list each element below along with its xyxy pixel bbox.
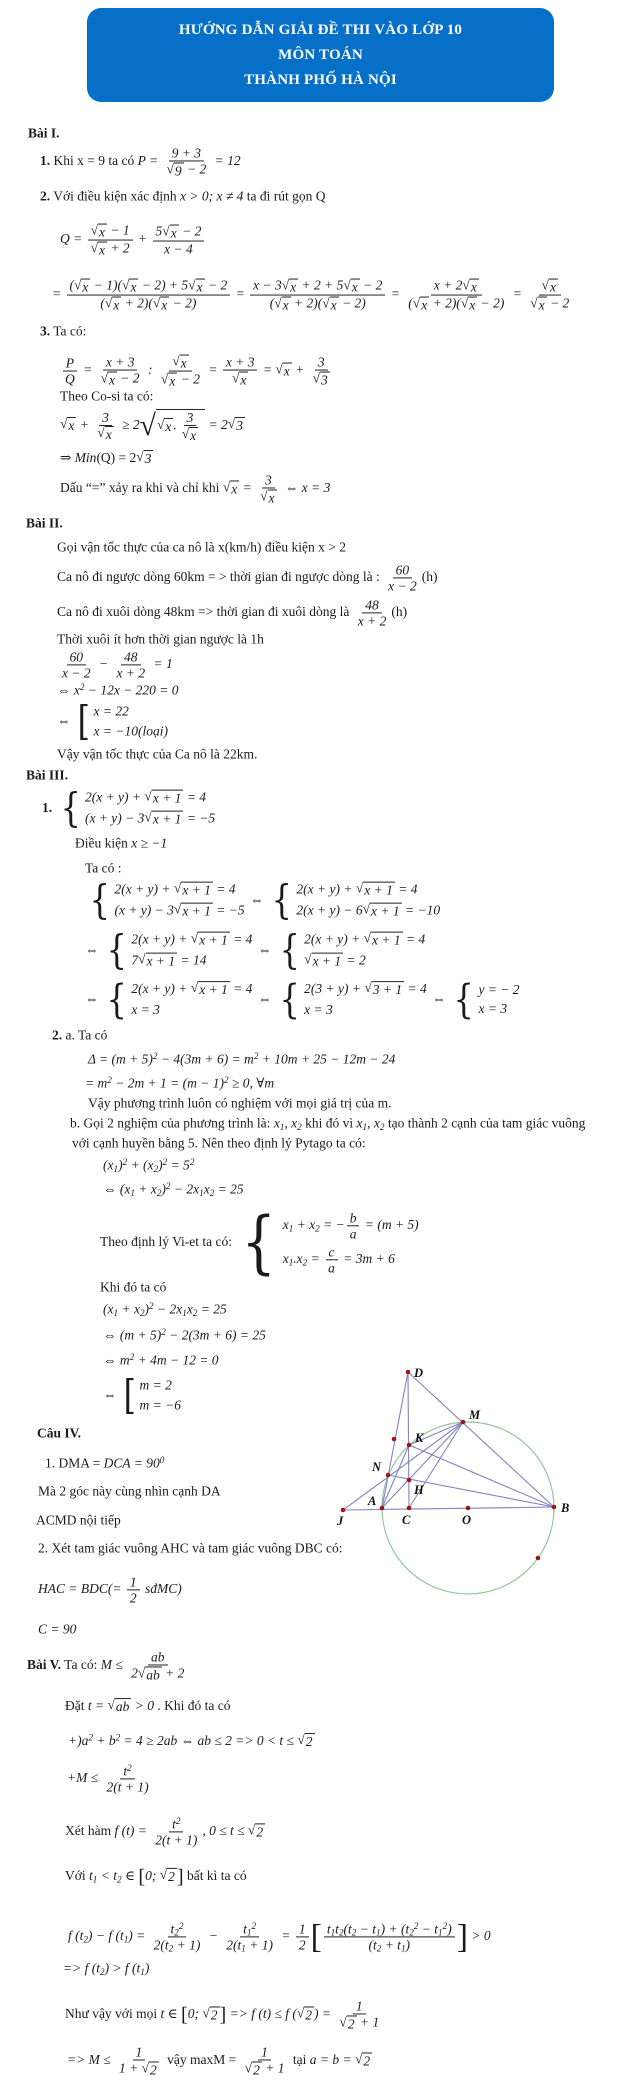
- sqrt-radical: √ x + 1: [173, 901, 211, 919]
- sqrt-radical: √ x: [462, 277, 477, 295]
- fraction: x − 3 √ x + 2 + 5 √ x − 2 ( √ x + 2)( √ x − 2): [250, 278, 385, 313]
- banner-line-1: HƯỚNG DẪN GIẢI ĐỀ THI VÀO LỚP 10: [178, 21, 463, 38]
- sqrt-radical: √ x + 1: [362, 901, 400, 919]
- sqrt-radical: √ 3: [227, 416, 243, 434]
- title-banner: [87, 8, 554, 102]
- doc-line: ⇔ $(x1 + x2)^2 - 2x1x2 = 25$: [103, 1180, 244, 1198]
- fraction: $\frac{60}{x - 2}$: [388, 562, 417, 594]
- segment-KB: [409, 1445, 554, 1507]
- system-brace: { 2(x + y) + √ x + 1 = 4 (x + y) − 3 √ x + 1 = −5: [60, 786, 216, 832]
- sqrt-radical: √ x + 1: [355, 880, 393, 898]
- fraction: ( √ x − 1)( √ x − 2) + 5 √ x − 2 ( √ x + 2)( √ x − 2): [67, 278, 231, 313]
- doc-line: Bài III.: [26, 767, 69, 783]
- sqrt-radical: √ x: [172, 353, 187, 371]
- system-brace: { 2(3 + y) + √ 3 + 1 = 4 x = 3: [279, 977, 427, 1023]
- sqrt-radical: √ x: [260, 488, 275, 506]
- fraction: ab 2 √ ab + 2: [131, 1649, 185, 1683]
- point-label-A: A: [368, 1494, 377, 1508]
- fraction: 1 √ 2 + 1: [339, 1998, 380, 2032]
- fraction: 5 √ x − 2 x − 4: [153, 223, 205, 256]
- sqrt-radical: √ x: [222, 479, 238, 497]
- doc-line: Câu IV.: [37, 1425, 82, 1441]
- point-label-O: O: [462, 1513, 472, 1527]
- doc-line: $\frac{P}{Q}$ = x + 3 √ x − 2 : √ x √ x − 2 = x + 3 √ x = √ x + 3 √ 3: [60, 354, 335, 389]
- sqrt-radical: √ x: [275, 361, 290, 379]
- segment-JM: [343, 1422, 463, 1510]
- segment-KA: [382, 1445, 409, 1508]
- doc-line: 1. DMA = DCA = $90^0$: [45, 1454, 165, 1471]
- doc-line: Vậy vận tốc thực của Ca nô là 22km.: [57, 746, 258, 762]
- doc-line: 2. Với điều kiện xác định x > 0; x ≠ 4 ta đi rút gọn Q: [40, 188, 326, 204]
- sqrt-radical: √ x: [74, 277, 89, 295]
- system-brace: { 2(x + y) + √ x + 1 = 4 2(x + y) − 6 √ x + 1 = −10: [271, 878, 441, 924]
- sqrt-radical: √ x: [90, 240, 106, 258]
- point-M: [461, 1420, 466, 1425]
- fraction: 1 √ 2 + 1: [244, 2044, 285, 2078]
- banner-line-3: THÀNH PHỐ HÀ NỘI: [244, 71, 397, 88]
- doc-line: ⇔ [ m = 2 m = −6: [103, 1373, 181, 1419]
- doc-line: Như vậy với mọi t ∈ [0; √ 2 ] => f (t) ≤ f ( √ 2 ) = 1 √ 2 + 1: [65, 1998, 384, 2031]
- sqrt-radical: √ x + 1: [190, 930, 228, 948]
- sqrt-radical: √ x: [60, 416, 75, 434]
- doc-line: $\frac{60}{x - 2}$ − $\frac{48}{x + 2}$ = 1: [57, 649, 173, 680]
- fraction: $\frac{1}{2}$: [127, 1574, 140, 1605]
- doc-line: Q = √ x − 1 √ x + 2 + 5 √ x − 2 x − 4: [60, 223, 206, 258]
- doc-line: Bài V. Ta có: M ≤ ab 2 √ ab + 2: [27, 1649, 189, 1682]
- sqrt-radical: √ √ x . 3 √ x: [140, 409, 206, 443]
- doc-line: Ca nô đi xuôi dòng 48km => thời gian đi xuôi dòng là $\frac{48}{x + 2}$ (h): [57, 597, 408, 629]
- sqrt-radical: √ x: [274, 295, 289, 313]
- sqrt-radical: √ 3: [312, 370, 328, 388]
- segment-DB: [408, 1372, 554, 1507]
- sqrt-radical: √ x: [160, 371, 176, 389]
- sqrt-radical: √ x: [541, 277, 556, 295]
- doc-line: $(x1)^2 + (x2)^2 = 5^2$: [103, 1156, 195, 1174]
- point-label-H: H: [414, 1483, 424, 1497]
- figure-svg: [335, 1362, 640, 1670]
- fraction: x + 3 √ x − 2: [100, 354, 140, 388]
- doc-line: ⇔ $x^2 - 12x - 220 = 0$: [57, 681, 179, 698]
- fraction: $\frac{c}{a}$: [325, 1245, 338, 1276]
- fraction: 3 √ x: [181, 409, 197, 443]
- point-B: [552, 1505, 557, 1510]
- sqrt-radical: √ 9: [166, 161, 182, 179]
- doc-line: với cạnh huyền bằng 5. Nên theo định lý Pytago ta có:: [72, 1135, 366, 1151]
- sqrt-radical: √ ab: [107, 1697, 130, 1715]
- doc-line: Vậy phương trình luôn có nghiệm với mọi giá trị của m.: [88, 1095, 392, 1111]
- sqrt-radical: √ 2: [354, 2051, 371, 2069]
- doc-line: => M ≤ 1 1 + √ 2 vậy maxM = 1 √ 2 + 1 tại a = b = √ 2: [67, 2044, 371, 2078]
- sqrt-radical: √ x: [156, 416, 172, 434]
- sqrt-radical: √ 2: [141, 2060, 157, 2078]
- fraction: 3 √ x: [260, 472, 275, 506]
- doc-line: ACMD nội tiếp: [36, 1512, 121, 1528]
- fraction: $\frac{b}{a}$: [347, 1210, 360, 1241]
- doc-line: $(x1 + x2)^2 - 2x1x2 = 25$: [103, 1300, 227, 1318]
- sqrt-radical: √ 2: [339, 2014, 355, 2032]
- sqrt-radical: √ x: [188, 277, 203, 295]
- doc-line: => f (t2) > f (t1): [63, 1960, 150, 1977]
- sqrt-radical: √ x + 1: [144, 809, 182, 827]
- doc-line: ⇔ { 2(x + y) + √ x + 1 = 4 7 √ x + 1 = 14 ⇔ { 2(x + y) + √ x + 1 = 4 √ x + 1 = 2: [85, 928, 426, 974]
- system-brace: { 2(x + y) + √ x + 1 = 4 (x + y) − 3 √ x + 1 = −5: [89, 878, 245, 924]
- doc-line: Khi đó ta có: [100, 1279, 167, 1295]
- system-brace: { 2(x + y) + √ x + 1 = 4 7 √ x + 1 = 14: [106, 928, 253, 974]
- point-J: [341, 1508, 346, 1513]
- sqrt-radical: √ 2: [159, 1867, 175, 1885]
- sqrt-radical: √ x: [412, 295, 428, 313]
- fraction: 9 + 3 √ 9 − 2: [166, 145, 207, 179]
- point-label-J: J: [337, 1514, 344, 1528]
- point-label-M: M: [469, 1408, 481, 1422]
- doc-line: HAC = BDC(= $\frac{1}{2}$ sđMC): [38, 1574, 182, 1606]
- sqrt-radical: √ x: [152, 295, 168, 313]
- sqrt-radical: √ x: [90, 222, 106, 240]
- point-unlabeled: [536, 1556, 541, 1561]
- sqrt-radical: √ x: [122, 277, 137, 295]
- point-label-B: B: [561, 1501, 570, 1515]
- sqrt-radical: √ x + 1: [144, 788, 182, 806]
- doc-line: 2. a. Ta có: [52, 1027, 108, 1043]
- sqrt-radical: √ ab: [137, 1665, 160, 1683]
- point-O: [466, 1506, 471, 1511]
- doc-line: Gọi vận tốc thực của ca nô là x(km/h) điều kiện x > 2: [57, 539, 346, 555]
- geometry-figure: [335, 1362, 640, 1670]
- fraction: √ x √ x − 2: [160, 353, 200, 389]
- sqrt-radical: √ 3 + 1: [364, 980, 403, 998]
- point-N: [386, 1473, 391, 1478]
- sqrt-radical: √ x: [281, 277, 297, 295]
- doc-line: Ta có :: [85, 860, 122, 876]
- sqrt-radical: √ x: [343, 277, 358, 295]
- doc-line: { 2(x + y) + √ x + 1 = 4 (x + y) − 3 √ x + 1 = −5 ⇔ { 2(x + y) + √ x + 1 = 4 2(x + y) − 6 √ x + 1 = −10: [85, 882, 442, 921]
- fraction: x + 3 √ x: [223, 354, 258, 387]
- sqrt-radical: √ x: [530, 295, 545, 313]
- doc-line: Với t1 < t2 ∈ [0; √ 2 ] bất kì ta có: [65, 1865, 247, 1888]
- point-unlabeled: [392, 1437, 397, 1442]
- point-label-K: K: [415, 1431, 424, 1445]
- doc-line: $\Delta = (m + 5)^2 - 4(3m + 6) = m^2 + 10m + 25 - 12m - 24$: [88, 1050, 396, 1067]
- doc-line: 1. { 2(x + y) + √ x + 1 = 4 (x + y) − 3 √ x + 1 = −5: [42, 786, 216, 832]
- sqrt-radical: √ 2: [244, 2060, 260, 2078]
- fraction: x + 2 √ x ( √ x + 2)( √ x − 2): [408, 277, 505, 313]
- doc-line: Điều kiện x ≥ −1: [75, 835, 168, 851]
- sqrt-radical: √ x: [97, 425, 112, 443]
- solution-bracket: [ x = 22 x = −10(loại): [77, 699, 168, 745]
- fraction: √ x − 1 √ x + 2: [88, 223, 133, 258]
- fraction: $\frac{t1^2}{2(t1 + 1)}$: [226, 1920, 273, 1954]
- doc-line: Dấu “=” xảy ra khi và chỉ khi √ x = 3 √ x ⇔ x = 3: [60, 472, 331, 506]
- point-C: [407, 1506, 412, 1511]
- sqrt-radical: √ 3: [136, 449, 152, 467]
- doc-line: √ x + 3 √ x ≥ 2 √ √ x . 3 √ x = 2 √ 3: [60, 409, 243, 443]
- system-brace: { 2(x + y) + √ x + 1 = 4 √ x + 1 = 2: [279, 928, 426, 974]
- doc-line: 1. Khi x = 9 ta có P = 9 + 3 √ 9 − 2 = 12: [40, 145, 241, 179]
- doc-line: Bài II.: [26, 515, 63, 531]
- doc-line: Theo Co-si ta có:: [60, 388, 154, 404]
- fraction: $\frac{60}{x - 2}$: [62, 649, 91, 681]
- sqrt-radical: √ 2: [247, 1822, 264, 1840]
- point-K: [407, 1443, 412, 1448]
- sqrt-radical: √ x: [104, 295, 120, 313]
- doc-line: f (t2) − f (t1) = $\frac{t2^2}{2(t2 + 1)}$ − $\frac{t1^2}{2(t1 + 1)}$ = $\frac{1}{2}$ [ $\frac{t1t2(t2 - t1) + (t2^2 - t1^2)}{(t2 + t1)}$ ] > 0: [68, 1918, 491, 1956]
- system-brace: { 2(x + y) + √ x + 1 = 4 x = 3: [106, 977, 253, 1023]
- sqrt-radical: √ x: [460, 295, 476, 313]
- fraction: 1 1 + √ 2: [119, 2044, 157, 2078]
- fraction: $\frac{t2^2}{2(t2 + 1)}$: [153, 1920, 201, 1954]
- doc-line: ⇔ $m^2 + 4m - 12 = 0$: [103, 1351, 219, 1368]
- solution-bracket: [ m = 2 m = −6: [123, 1373, 181, 1419]
- sqrt-radical: √ x: [100, 370, 116, 388]
- sqrt-radical: √ 2: [202, 2005, 218, 2023]
- doc-line: Ca nô đi ngược dòng 60km = > thời gian đi ngược dòng là : $\frac{60}{x - 2}$ (h): [57, 562, 438, 594]
- point-H: [407, 1478, 412, 1483]
- point-A: [380, 1506, 385, 1511]
- fraction: 3 √ x: [97, 409, 112, 443]
- doc-line: = $m^2 - 2m + 1 = (m - 1)^2 \ge 0$, ∀m: [85, 1074, 275, 1091]
- system-brace: { y = − 2 x = 3: [453, 977, 520, 1023]
- banner-line-2: MÔN TOÁN: [278, 46, 363, 63]
- doc-line: ⇔ $(m + 5)^2 - 2(3m + 6) = 25$: [103, 1326, 266, 1343]
- sqrt-radical: √ x + 1: [190, 980, 228, 998]
- doc-line: b. Gọi 2 nghiệm của phương trình là: x1, x2 khi đó vì x1, x2 tạo thành 2 cạnh của tam giác vuông: [70, 1115, 586, 1132]
- doc-line: Xét hàm f (t) = $\frac{t^2}{2(t + 1)}$ , 0 ≤ t ≤ √ 2: [65, 1815, 264, 1848]
- doc-line: Đặt t = √ ab > 0 . Khi đó ta có: [65, 1697, 231, 1715]
- sqrt-radical: √ x: [162, 223, 177, 241]
- doc-line: Mà 2 góc này cùng nhìn cạnh DA: [38, 1483, 221, 1499]
- doc-line: $+)a^2 + b^2 = 4 \ge 2ab$ ⇔ ab ≤ 2 => 0 < t ≤ √ 2: [68, 1732, 313, 1750]
- point-label-C: C: [402, 1513, 411, 1527]
- fraction: $\frac{P}{Q}$: [62, 355, 78, 386]
- sqrt-radical: √ 2: [297, 1732, 313, 1750]
- doc-line: ⇒ Min(Q) = 2 √ 3: [60, 449, 152, 467]
- point-D: [406, 1370, 411, 1375]
- fraction: $\frac{1}{2}$: [296, 1921, 309, 1952]
- doc-line: Bài I.: [28, 125, 60, 141]
- sqrt-radical: √ x + 1: [138, 951, 176, 969]
- system-brace: { x1 + x2 = − $\frac{b}{a}$ = (m + 5) x1.x2 = $\frac{c}{a}$ = 3m + 6: [241, 1203, 419, 1283]
- sqrt-radical: √ x: [231, 370, 247, 388]
- doc-line: Thời xuôi ít hơn thời gian ngược là 1h: [57, 631, 264, 647]
- fraction: $\frac{t^2}{2(t + 1)}$: [155, 1815, 198, 1848]
- point-label-D: D: [414, 1366, 424, 1380]
- fraction: 3 √ 3: [312, 354, 328, 388]
- sqrt-radical: √ x + 1: [304, 951, 342, 969]
- doc-line: ⇔ [ x = 22 x = −10(loại): [57, 699, 168, 745]
- sqrt-radical: √ x: [322, 295, 337, 313]
- fraction: √ x √ x − 2: [530, 277, 570, 313]
- sqrt-radical: √ 2: [296, 2005, 313, 2023]
- doc-line: C = 90: [38, 1621, 77, 1637]
- doc-line: +M ≤ $\frac{t^2}{2(t + 1)}$: [67, 1763, 154, 1794]
- fraction: $\frac{t^2}{2(t + 1)}$: [106, 1762, 149, 1795]
- doc-line: ⇔ { 2(x + y) + √ x + 1 = 4 x = 3 ⇔ { 2(3 + y) + √ 3 + 1 = 4 x = 3 ⇔ { y = − 2 x = 3: [85, 977, 520, 1023]
- sqrt-radical: √ x: [181, 425, 197, 443]
- fraction: $\frac{48}{x + 2}$: [116, 649, 146, 681]
- fraction: $\frac{48}{x + 2}$: [357, 597, 387, 629]
- doc-line: = ( √ x − 1)( √ x − 2) + 5 √ x − 2 ( √ x + 2)( √ x − 2) = x − 3 √ x + 2 + 5 √ x − 2 ( √ x + 2)( √ x − 2) = x + 2 √ x ( √ x + 2)( √ x − 2) = √ x √ x − 2: [52, 278, 574, 313]
- sqrt-radical: √ x + 1: [363, 930, 401, 948]
- doc-line: Theo định lý Vi-et ta có: { x1 + x2 = − $\frac{b}{a}$ = (m + 5) x1.x2 = $\frac{c}{a}$ = 3m + 6: [100, 1203, 419, 1283]
- segment-DC: [408, 1372, 409, 1508]
- doc-line: 2. Xét tam giác vuông AHC và tam giác vuông DBC có:: [38, 1540, 343, 1556]
- sqrt-radical: √ x + 1: [173, 880, 211, 898]
- point-label-N: N: [372, 1460, 382, 1474]
- doc-line: 3. Ta có:: [40, 323, 87, 339]
- fraction: $\frac{t1t2(t2 - t1) + (t2^2 - t1^2)}{(t2 + t1)}$: [324, 1921, 455, 1952]
